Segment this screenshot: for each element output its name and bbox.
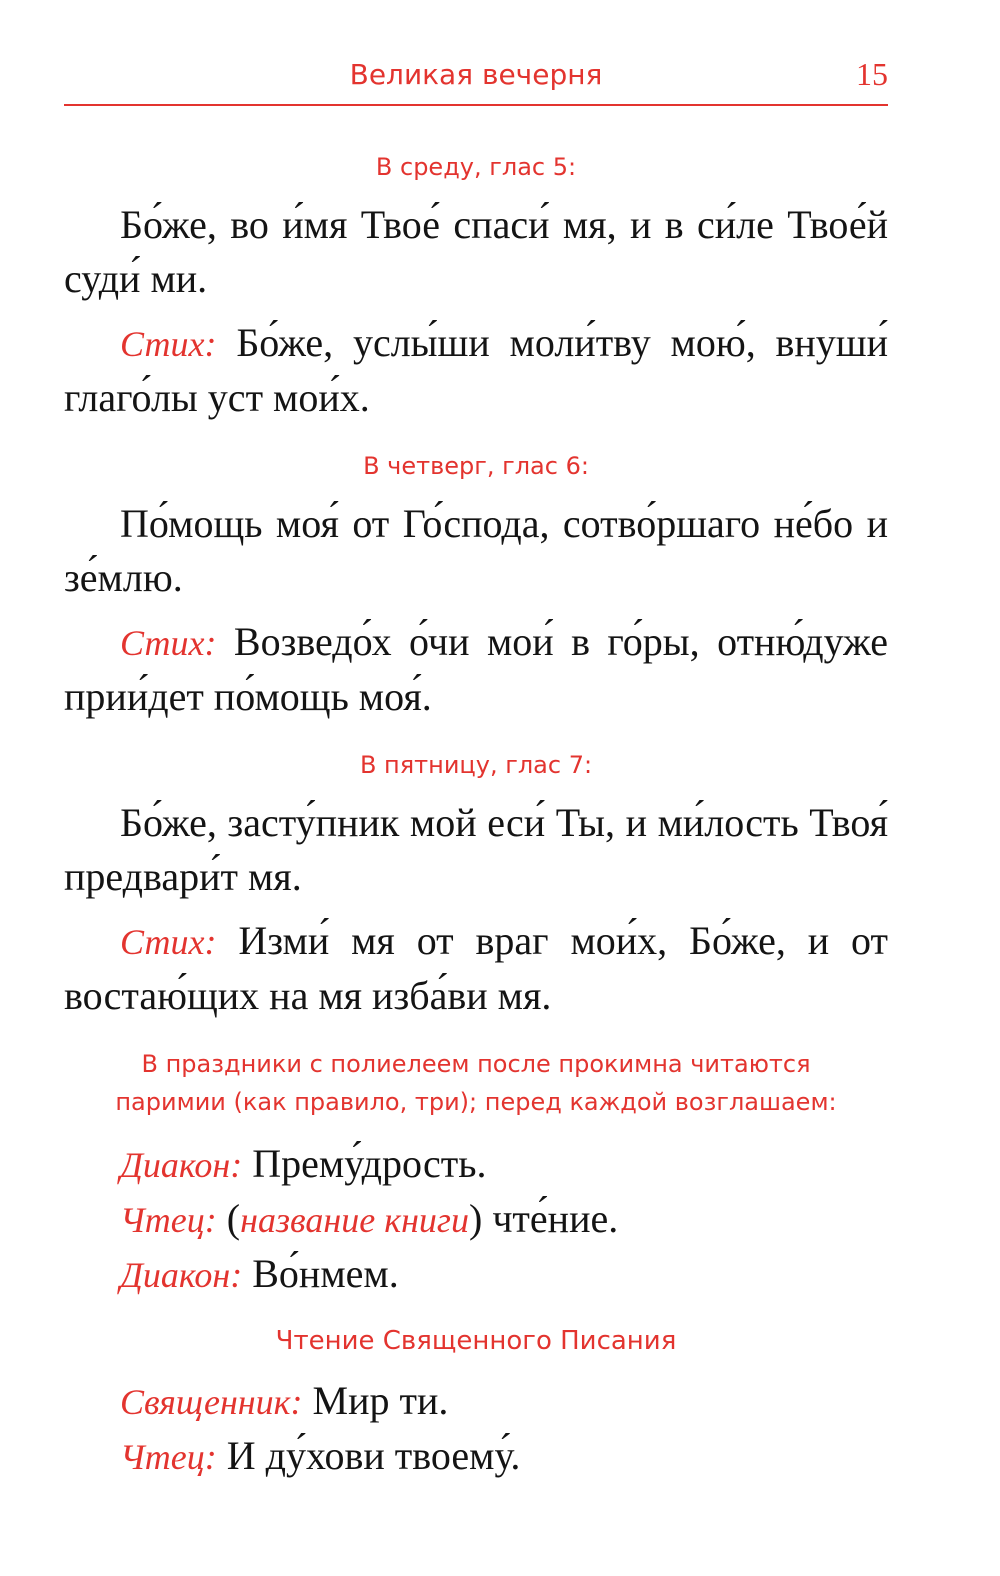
paren-close: ) <box>468 1196 483 1241</box>
prokeimenon-verse: По́мощь моя́ от Го́спода, сотво́ршаго не́бо и зе́млю. <box>64 501 888 600</box>
paren-open: ( <box>226 1196 241 1241</box>
priest-line <box>64 1374 888 1429</box>
prokeimenon-verse: Бо́же, во и́мя Твое́ спаси́ мя, и в си́ле Твое́й суди́ ми. <box>64 202 888 301</box>
section-wednesday <box>64 148 888 425</box>
stich-label: Стих: <box>120 623 217 663</box>
deacon-label: Диакон: <box>120 1145 243 1185</box>
deacon-text: Во́нмем. <box>252 1251 399 1296</box>
dialogue-reading <box>64 1374 888 1484</box>
deacon-line <box>64 1137 888 1192</box>
stich-text: Изми́ мя от враг мои́х, Бо́же, и от востаю́щих на мя изба́ви мя. <box>64 918 889 1018</box>
rubric-wednesday: В среду, глас 5: <box>375 153 577 181</box>
priest-label: Священник: <box>120 1382 303 1422</box>
reading-heading: Чтение Священного Писания <box>275 1326 677 1356</box>
rubric-thursday: В четверг, глас 6: <box>363 452 589 480</box>
book-name-placeholder: название книги <box>240 1200 469 1240</box>
deacon-line <box>64 1247 888 1302</box>
section-thursday <box>64 447 888 724</box>
rubric-friday: В пятницу, глас 7: <box>359 751 593 779</box>
dialogue-before-reading <box>64 1137 888 1302</box>
running-title: Великая вечерня <box>349 58 603 91</box>
stich-line <box>64 914 888 1023</box>
prokeimenon-verse: Бо́же, засту́пник мой еси́ Ты, и ми́лость Твоя́ предвари́т мя. <box>64 800 888 899</box>
running-header <box>64 52 888 106</box>
priest-text: Мир ти. <box>312 1378 449 1423</box>
stich-label: Стих: <box>120 922 217 962</box>
reader-text: И ду́хови твоему́. <box>226 1433 521 1478</box>
feast-instruction: В праздники с полиелеем после прокимна читаются паримии (как правило, три); перед каждой возглашаем: <box>115 1050 837 1116</box>
reader-label: Чтец: <box>120 1437 217 1477</box>
stich-text: Бо́же, услы́ши моли́тву мою́, внуши́ глаго́лы уст мои́х. <box>64 320 889 420</box>
stich-line <box>64 316 888 425</box>
section-friday <box>64 746 888 1023</box>
reader-text: чте́ние. <box>492 1196 619 1241</box>
deacon-text: Прему́дрость. <box>252 1141 487 1186</box>
page-body <box>64 148 888 1484</box>
deacon-label: Диакон: <box>120 1255 243 1295</box>
reader-line <box>64 1429 888 1484</box>
stich-label: Стих: <box>120 324 217 364</box>
stich-line <box>64 615 888 724</box>
stich-text: Возведо́х о́чи мои́ в го́ры, отню́дуже прии́дет по́мощь моя́. <box>64 619 888 719</box>
reader-line <box>64 1192 888 1247</box>
page-number: 15 <box>856 56 888 92</box>
reader-label: Чтец: <box>120 1200 217 1240</box>
